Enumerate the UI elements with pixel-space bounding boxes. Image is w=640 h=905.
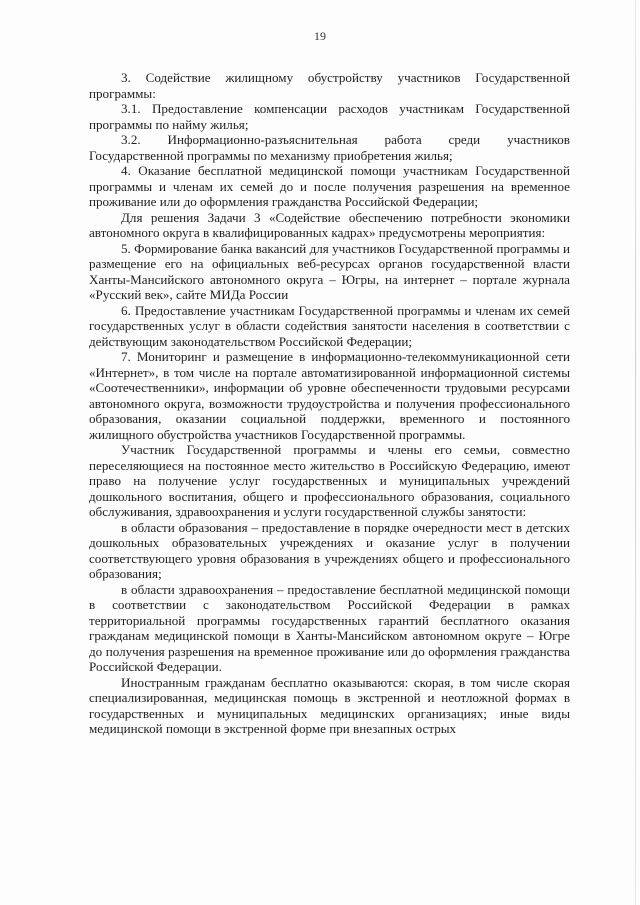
paragraph-rent-compensation: 3.1. Предоставление компенсации расходов участникам Государственной программы по найму жилья; (89, 101, 570, 132)
paragraph-healthcare-rights: в области здравоохранения – предоставление бесплатной медицинской помощи в соответствии с законодательством Российской Федерации в рамках территориальной программы государственных гарантий бесплатного оказания гражданам медицинской помощи в Ханты-Мансийском автономном округе – Югре до получения разрешения на временное проживание или до оформления гражданства Российской Федерации. (89, 581, 570, 674)
paragraph-vacancy-bank: 5. Формирование банка вакансий для участников Государственной программы и размещение его на официальных веб-ресурсах органов государственной власти Ханты-Мансийского автономного округа – Югры, на интернет – портале журнала «Русский век», сайте МИДа России (89, 240, 570, 302)
paragraph-housing-heading: 3. Содействие жилищному обустройству участников Государственной программы: (89, 70, 570, 101)
body-text (89, 70, 570, 737)
paragraph-free-medical-care: 4. Оказание бесплатной медицинской помощи участникам Государственной программы и членам их семей до и после получения разрешения на временное проживание или до оформления гражданства Российской Федерации; (89, 163, 570, 209)
paragraph-foreign-citizens: Иностранным гражданам бесплатно оказываются: скорая, в том числе скорая специализированная, медицинская помощь в экстренной и неотложной формах в государственных и муниципальных медицинских организациях; иные виды медицинской помощи в экстренной форме при внезапных острых (89, 674, 570, 736)
paragraph-monitoring: 7. Мониторинг и размещение в информационно-телекоммуникационной сети «Интернет», в том числе на портале автоматизированной информационной системы «Соотечественники», информации об уровне обеспеченности трудовыми ресурсами автономного округа, возможности трудоустройства и получения профессионального образования, оказании социальной поддержки, временного и постоянного жилищного обустройства участников Государственной программы. (89, 349, 570, 442)
paragraph-education-rights: в области образования – предоставление в порядке очередности мест в детских дошкольных образовательных учреждениях и оказание услуг в получении соответствующего уровня образования в учреждениях общего и профессионального образования; (89, 519, 570, 581)
paragraph-participant-rights: Участник Государственной программы и члены его семьи, совместно переселяющиеся на постоянное место жительство в Российскую Федерацию, имеют право на получение услуг государственных и муниципальных учреждений дошкольного воспитания, общего и профессионального образования, социального обслуживания, здравоохранения и услуги государственной службы занятости: (89, 442, 570, 519)
paragraph-housing-info-work: 3.2. Информационно-разъяснительная работа среди участников Государственной программы по механизму приобретения жилья; (89, 132, 570, 163)
paragraph-employment-services: 6. Предоставление участникам Государственной программы и членам их семей государственных услуг в области содействия занятости населения в соответствии с действующим законодательством Российской Федерации; (89, 302, 570, 349)
scan-edge-line (635, 0, 636, 905)
paragraph-task-3-intro: Для решения Задачи 3 «Содействие обеспечению потребности экономики автономного округа в квалифицированных кадрах» предусмотрены мероприятия: (89, 209, 570, 240)
page-number: 19 (314, 29, 326, 43)
